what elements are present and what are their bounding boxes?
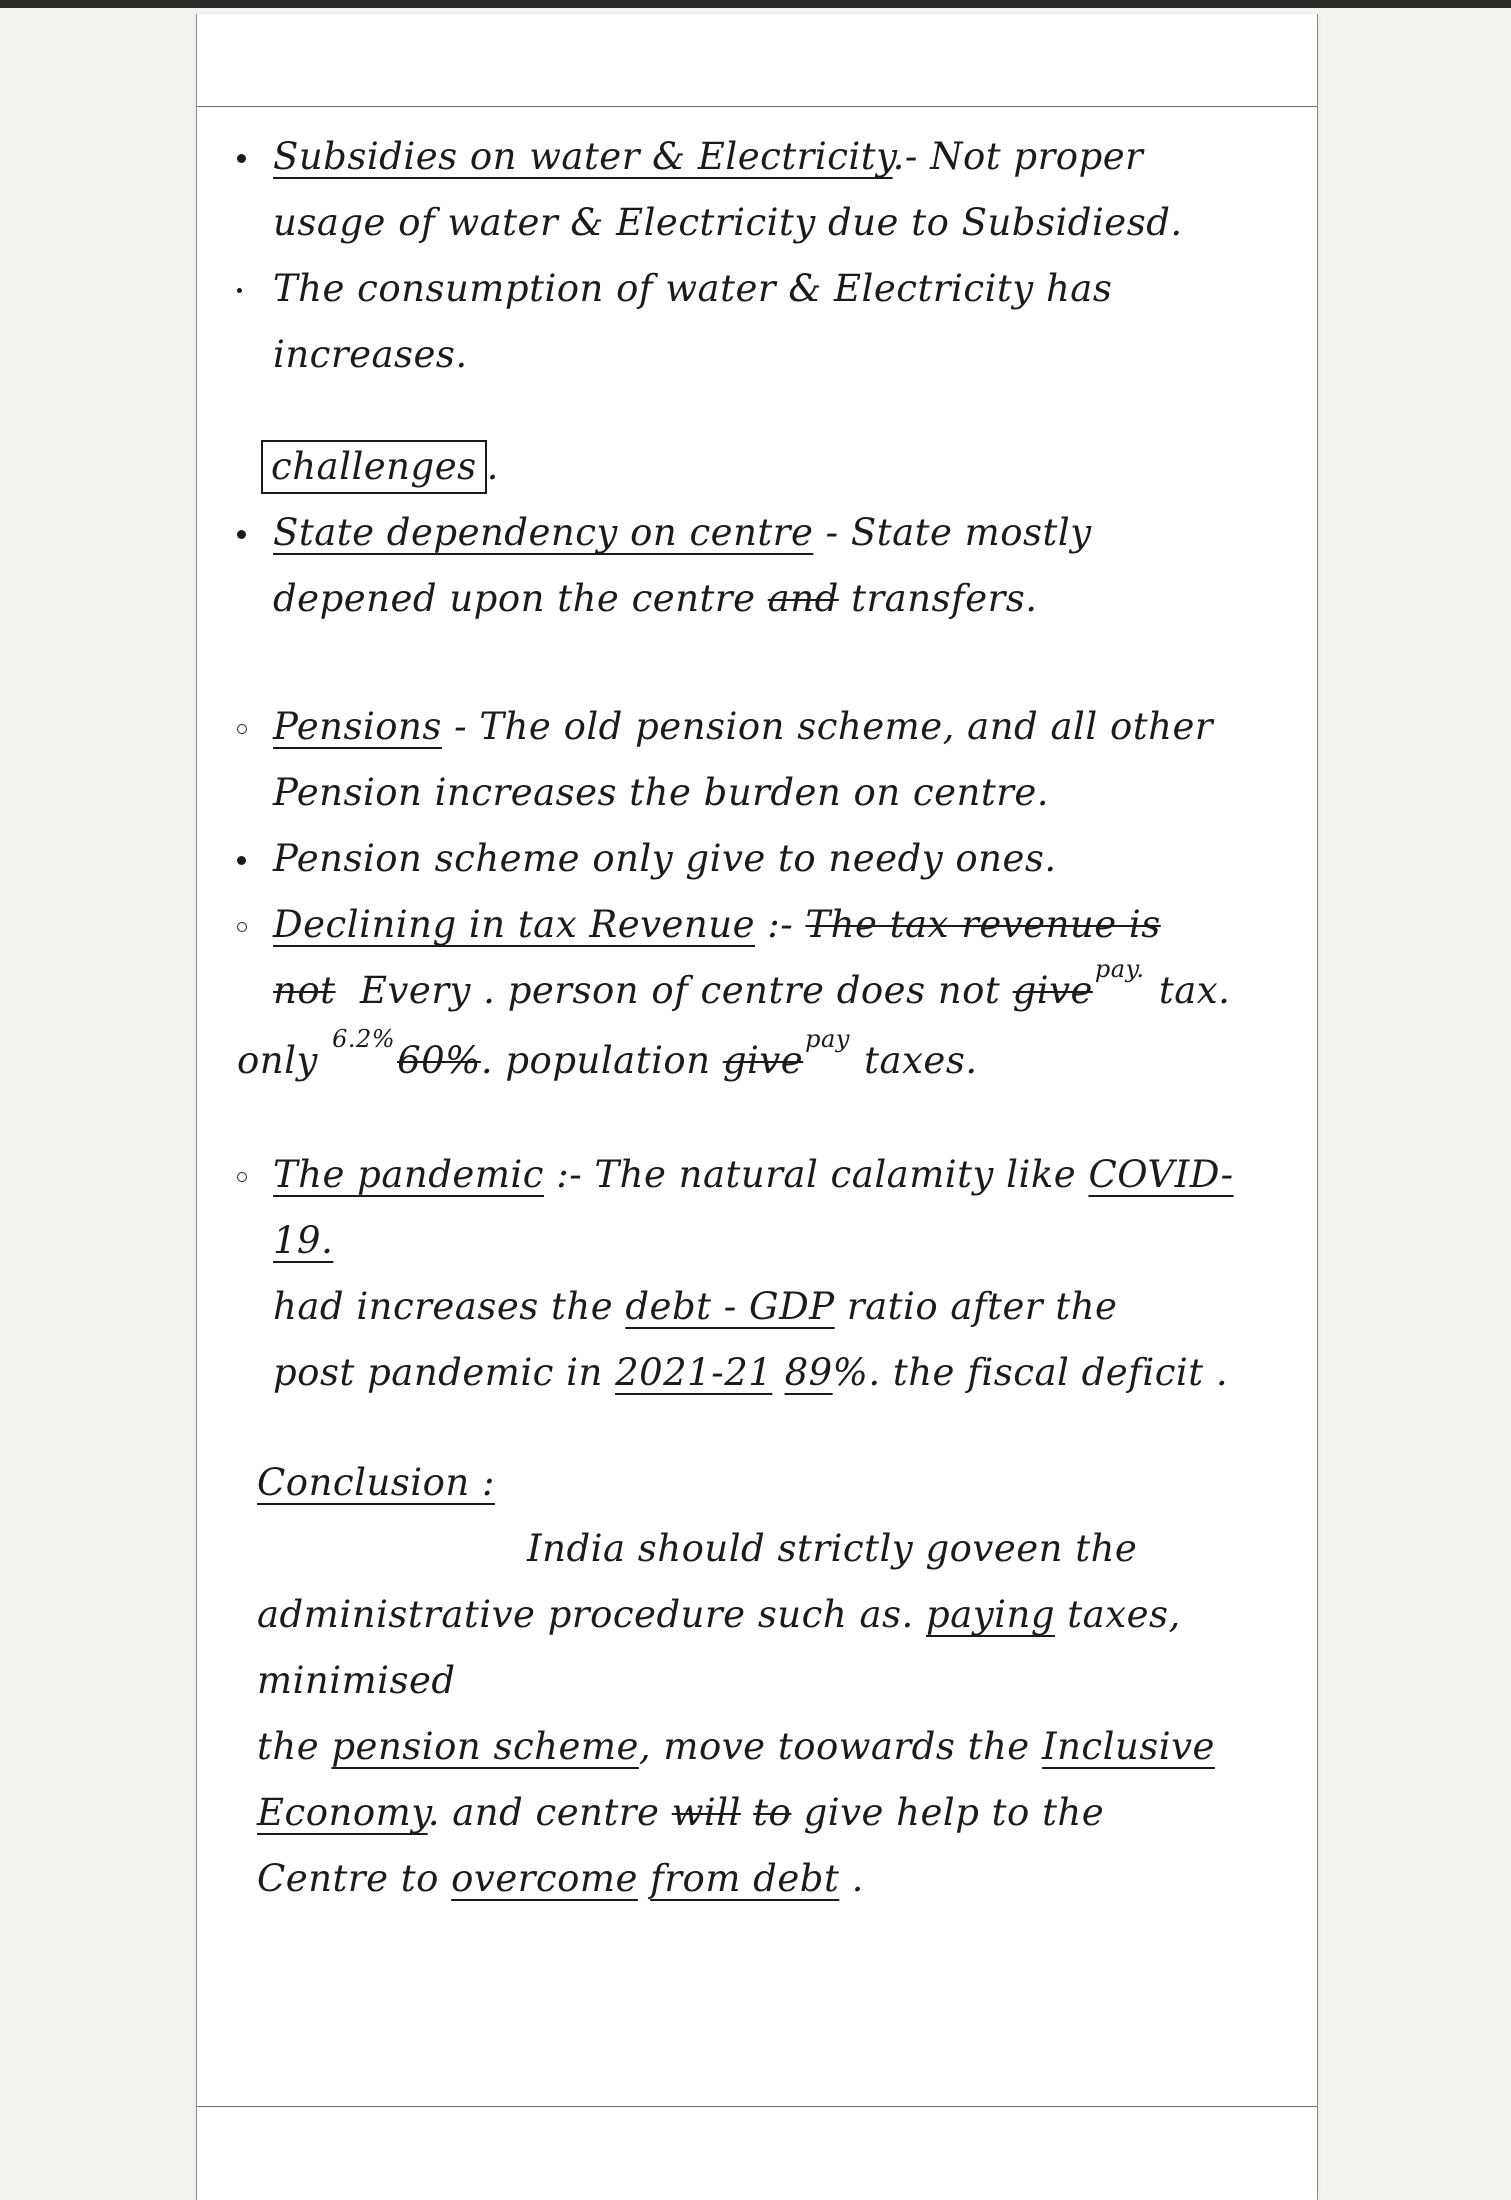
conclusion-line2-a: administrative procedure such as. bbox=[257, 1593, 927, 1636]
pandemic-line3 bbox=[237, 1340, 1297, 1406]
tax-revenue-point bbox=[237, 892, 1297, 958]
conclusion-line4-c: give help to the bbox=[791, 1791, 1105, 1834]
subsidies-line1: .- Not proper bbox=[892, 135, 1144, 178]
consumption-line2: increases. bbox=[273, 333, 468, 376]
struck-word: to bbox=[753, 1791, 792, 1834]
spacer bbox=[772, 1351, 784, 1394]
tax-line2-a: Every . person of centre does not bbox=[360, 969, 1013, 1012]
tax-line2-b: tax. bbox=[1146, 969, 1231, 1012]
tax-line3-c: taxes. bbox=[851, 1039, 978, 1082]
pensions-heading: Pensions bbox=[273, 705, 442, 748]
pension-scheme-point bbox=[237, 826, 1297, 892]
pension-scheme-term: pension scheme bbox=[331, 1725, 639, 1768]
overcome-term: overcome bbox=[451, 1857, 638, 1900]
pensions-point bbox=[237, 694, 1297, 760]
bullet-dot bbox=[237, 154, 246, 163]
struck-phrase: The tax revenue is bbox=[805, 903, 1161, 946]
state-dependency-heading: State dependency on centre bbox=[273, 511, 814, 554]
pandemic-line2-a: had increases the bbox=[273, 1285, 626, 1328]
percent-value: 89 bbox=[784, 1351, 833, 1394]
bullet-dot bbox=[237, 288, 242, 293]
bullet-circle bbox=[237, 724, 247, 734]
inserted-word: pay bbox=[805, 1025, 850, 1053]
state-dependency-point bbox=[237, 500, 1297, 566]
bullet-circle bbox=[237, 1172, 247, 1182]
pensions-line1: - The old pension scheme, and all other bbox=[441, 705, 1214, 748]
conclusion-line4-b: . and centre bbox=[427, 1791, 672, 1834]
tax-line3-a: only bbox=[237, 1039, 331, 1082]
bottom-margin-rule bbox=[197, 2106, 1317, 2107]
struck-word: not bbox=[273, 969, 336, 1012]
conclusion-title: Conclusion : bbox=[257, 1461, 495, 1504]
conclusion-line2 bbox=[237, 1582, 1297, 1714]
notebook-page bbox=[196, 14, 1318, 2200]
struck-word: give bbox=[722, 1039, 804, 1082]
pandemic-line1: :- The natural calamity like bbox=[543, 1153, 1089, 1196]
struck-value: 60% bbox=[397, 1039, 481, 1082]
inserted-word: pay. bbox=[1094, 955, 1145, 983]
pandemic-line2 bbox=[237, 1274, 1297, 1340]
state-dependency-line1: - State mostly bbox=[813, 511, 1092, 554]
bullet-circle bbox=[237, 922, 247, 932]
pandemic-line2-b: ratio after the bbox=[834, 1285, 1118, 1328]
state-dependency-line2 bbox=[237, 566, 1297, 632]
scan-edge-strip bbox=[0, 0, 1511, 8]
conclusion-line5-a: Centre to bbox=[257, 1857, 452, 1900]
pensions-line3: Pension scheme only give to needy ones. bbox=[273, 837, 1057, 880]
covid-term: COVID- 19. bbox=[273, 1153, 1234, 1262]
pensions-line2: Pension increases the burden on centre. bbox=[273, 771, 1050, 814]
handwritten-answer bbox=[237, 124, 1297, 1912]
struck-word: and bbox=[767, 577, 839, 620]
debt-gdp-term: debt - GDP bbox=[625, 1285, 835, 1328]
conclusion-line2-b: taxes, minimised bbox=[257, 1593, 1181, 1702]
inserted-value: 6.2% bbox=[332, 1025, 396, 1053]
conclusion-line5-c: . bbox=[839, 1857, 864, 1900]
pandemic-line3-a: post pandemic in bbox=[273, 1351, 616, 1394]
top-margin-rule bbox=[197, 106, 1317, 107]
inclusive-term: Inclusive bbox=[1041, 1725, 1215, 1768]
struck-word: will bbox=[671, 1791, 741, 1834]
spacer bbox=[638, 1857, 650, 1900]
challenges-heading: challenges . bbox=[237, 432, 1297, 500]
consumption-point bbox=[237, 256, 1297, 322]
pandemic-point bbox=[237, 1142, 1297, 1274]
tax-revenue-heading: Declining in tax Revenue bbox=[273, 903, 755, 946]
consumption-line1: The consumption of water & Electricity has bbox=[273, 267, 1113, 310]
conclusion-heading bbox=[237, 1450, 1297, 1516]
tax-revenue-line3 bbox=[237, 1025, 1297, 1098]
conclusion-line5 bbox=[237, 1846, 1297, 1912]
year-value: 2021-21 bbox=[615, 1351, 773, 1394]
paying-term: paying bbox=[926, 1593, 1056, 1636]
economy-term: Economy bbox=[257, 1791, 428, 1834]
subsidies-heading: Subsidies on water & Electricity bbox=[273, 135, 893, 178]
subsidies-point bbox=[237, 124, 1297, 190]
struck-word: give bbox=[1012, 969, 1093, 1012]
state-line2-a: depened upon the centre bbox=[273, 577, 768, 620]
pandemic-line3-b: %. the fiscal deficit . bbox=[832, 1351, 1229, 1394]
conclusion-line3 bbox=[237, 1714, 1297, 1780]
tax-line3-b: . population bbox=[480, 1039, 723, 1082]
conclusion-line3-a: the bbox=[257, 1725, 332, 1768]
bullet-dot bbox=[237, 530, 246, 539]
challenges-title: challenges bbox=[261, 440, 487, 494]
separator: :- bbox=[754, 903, 806, 946]
state-line2-b: transfers. bbox=[838, 577, 1038, 620]
bullet-dot bbox=[237, 856, 246, 865]
conclusion-line1: India should strictly goveen the bbox=[527, 1527, 1138, 1570]
conclusion-line3-b: , move toowards the bbox=[638, 1725, 1042, 1768]
tax-revenue-line2 bbox=[237, 955, 1297, 1028]
conclusion-line4 bbox=[237, 1780, 1297, 1846]
pandemic-heading: The pandemic bbox=[273, 1153, 544, 1196]
from-debt-term: from debt bbox=[650, 1857, 840, 1900]
subsidies-line2: usage of water & Electricity due to Subsidiesd. bbox=[273, 201, 1183, 244]
